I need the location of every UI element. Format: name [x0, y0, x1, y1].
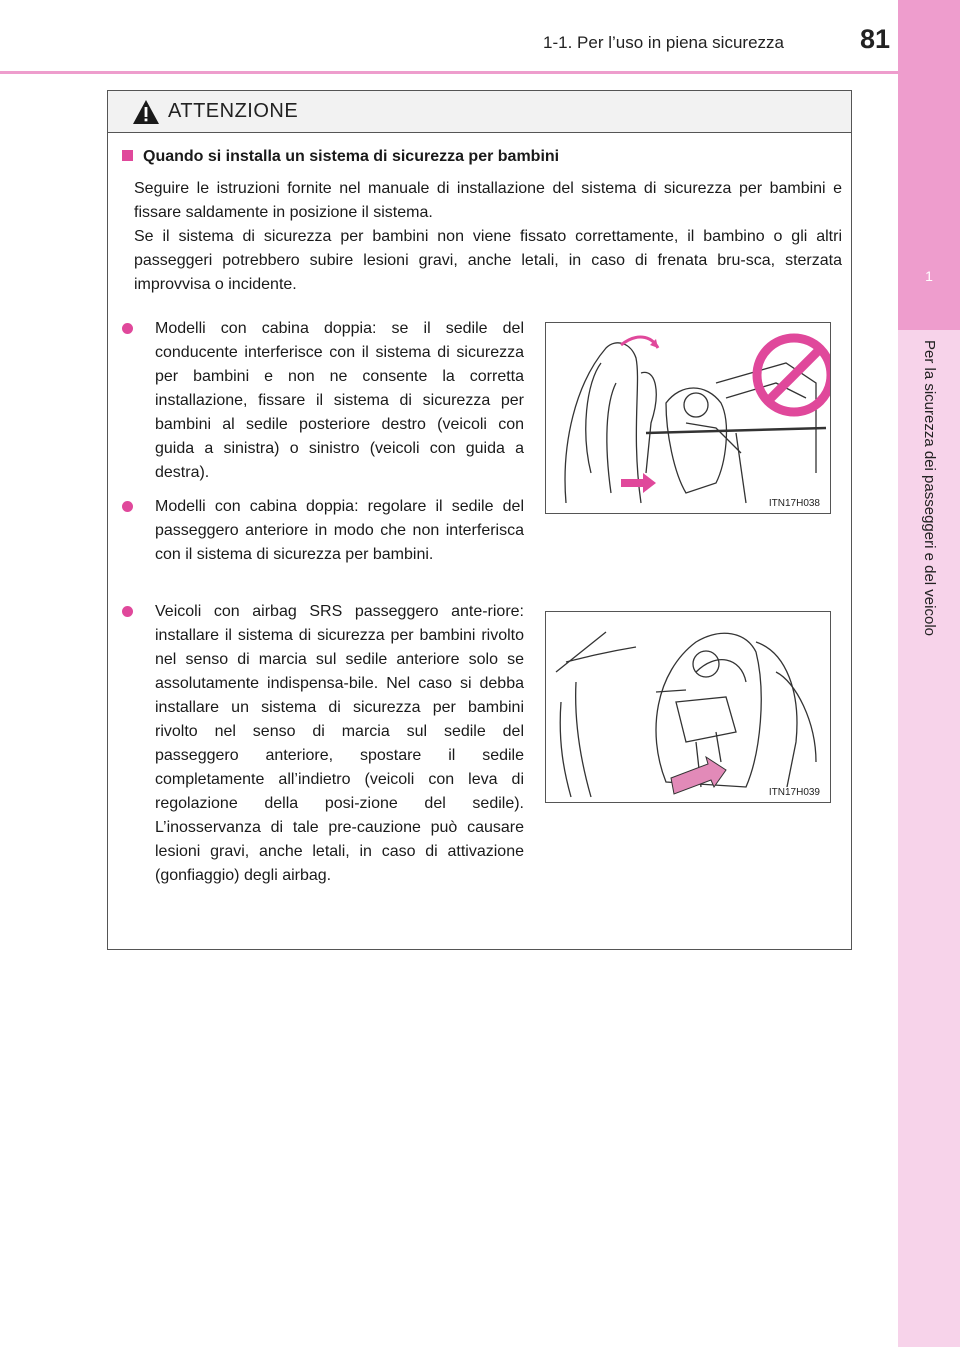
- chapter-number: 1: [925, 268, 933, 284]
- illustration-forward-facing-child-seat: [546, 612, 830, 802]
- square-bullet-icon: [122, 150, 133, 161]
- figure-code: ITN17H038: [768, 498, 820, 509]
- figure-rear-seat-installation: [545, 322, 831, 514]
- section-heading: [122, 148, 559, 166]
- figure-front-seat-installation: [545, 611, 831, 803]
- chapter-tab: [898, 0, 960, 1347]
- warning-header: [108, 91, 851, 133]
- bullet-item: [122, 600, 524, 888]
- bullet-text: Modelli con cabina doppia: regolare il sedile del passeggero anteriore in modo che non interferisca con il sistema di sicurezza per bambini.: [155, 498, 524, 563]
- section-heading-text: Quando si installa un sistema di sicurezza per bambini: [143, 148, 560, 165]
- bullet-item: [122, 317, 524, 485]
- figure-code: ITN17H039: [768, 787, 820, 798]
- warning-box: [107, 90, 852, 950]
- bullet-text: Modelli con cabina doppia: se il sedile del conducente interferisce con il sistema di sicurezza per bambini e non ne consente la corretta installazione, fissare il sistema di sicurezza per bambini al sedile posteriore destro (veicoli con guida a sinistra) o sinistro (veicoli con guida a destra).: [155, 320, 524, 481]
- round-bullet-icon: [122, 606, 133, 617]
- page-number: 81: [859, 24, 890, 54]
- bullet-text: Veicoli con airbag SRS passeggero ante-riore: installare il sistema di sicurezza per bambini rivolto nel senso di marcia sul sedile anteriore solo se assolutamente indispensa-bile. Nel caso si debba installare un sistema di sicurezza per bambini rivolto nel senso di marcia sul sedile del passeggero anteriore, spostare il sedile completamente all’indietro (veicoli con leva di regolazione della posi-zione del sedile). L’inosservanza di tale pre-cauzione può causare lesioni gravi, anche letali, in caso di attivazione (gonfiaggio) degli airbag.: [155, 603, 524, 884]
- warning-title: ATTENZIONE: [168, 100, 299, 122]
- paragraph-instructions: Seguire le istruzioni fornite nel manuale di installazione del sistema di sicurezza per bambini e fissare saldamente in posizione il sistema.: [134, 180, 842, 221]
- header-divider: [0, 71, 898, 74]
- illustration-child-seat-prohibited: [546, 323, 830, 513]
- round-bullet-icon: [122, 501, 133, 512]
- chapter-title: Per la sicurezza dei passeggeri e del veicolo: [921, 340, 938, 636]
- paragraph-consequences: Se il sistema di sicurezza per bambini non viene fissato correttamente, il bambino o gli altri passeggeri potrebbero subire lesioni gravi, anche letali, in caso di frenata bru-sca, sterzata improvvisa o incidente.: [134, 228, 842, 293]
- chapter-tab-active: [898, 0, 960, 330]
- round-bullet-icon: [122, 323, 133, 334]
- bullet-item: [122, 495, 524, 567]
- header-section-title: 1-1. Per l’uso in piena sicurezza: [543, 33, 784, 52]
- warning-triangle-icon: [132, 99, 160, 125]
